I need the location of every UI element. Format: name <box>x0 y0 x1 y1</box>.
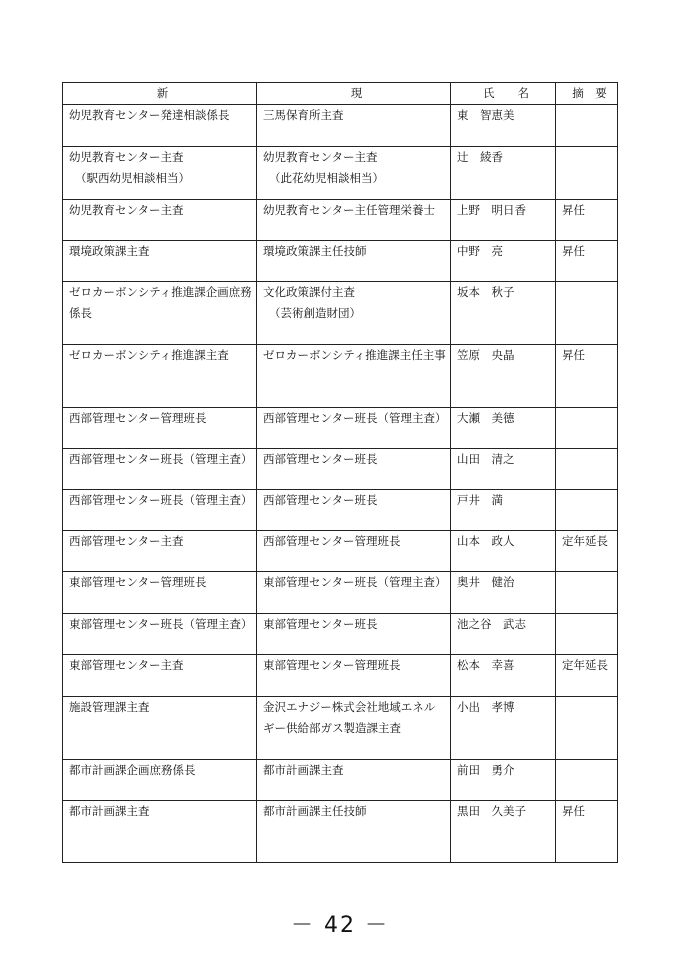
cell-note-text: 昇任 <box>562 244 585 258</box>
cell-name-text: 戸井 満 <box>457 493 503 507</box>
cell-current-post-text: ゼロカーボンシティ推進課主任主事 <box>263 348 446 362</box>
personnel-table-wrapper <box>62 82 617 863</box>
cell-current-post-subtext: （芸術創造財団） <box>269 306 361 320</box>
cell-new-post <box>63 655 257 697</box>
cell-new-post-text: 東部管理センター管理班長 <box>69 575 207 589</box>
cell-note <box>556 531 618 572</box>
cell-note-text: 昇任 <box>562 203 585 217</box>
header-new: 新 <box>63 83 257 105</box>
cell-new-post-text: 西部管理センター主査 <box>69 534 184 548</box>
table-row <box>63 697 618 760</box>
cell-current-post <box>257 449 451 490</box>
table-row <box>63 760 618 801</box>
cell-current-post-text: 幼児教育センター主任管理栄養士 <box>263 203 436 217</box>
cell-new-post <box>63 147 257 200</box>
header-name: 氏 名 <box>451 83 556 105</box>
cell-new-post <box>63 282 257 345</box>
cell-name-text: 中野 亮 <box>457 244 503 258</box>
cell-new-post <box>63 408 257 449</box>
cell-current-post <box>257 105 451 147</box>
cell-new-post-text: 幼児教育センター発達相談係長 <box>69 108 230 122</box>
cell-note <box>556 147 618 200</box>
cell-current-post-text: 西部管理センター管理班長 <box>263 534 401 548</box>
table-row <box>63 241 618 282</box>
table-row <box>63 147 618 200</box>
cell-new-post-text: 幼児教育センター主査 <box>69 203 184 217</box>
cell-current-post-text: 東部管理センター管理班長 <box>263 658 401 672</box>
cell-note-text: 昇任 <box>562 348 585 362</box>
cell-name-text: 黒田 久美子 <box>457 804 526 818</box>
cell-name <box>451 697 556 760</box>
cell-name <box>451 449 556 490</box>
cell-name <box>451 760 556 801</box>
cell-current-post-text: 環境政策課主任技師 <box>263 244 367 258</box>
cell-note <box>556 105 618 147</box>
cell-current-post <box>257 490 451 531</box>
cell-name-text: 山本 政人 <box>457 534 515 548</box>
cell-new-post <box>63 200 257 241</box>
cell-current-post <box>257 760 451 801</box>
cell-current-post-subtext: （此花幼児相談相当） <box>269 171 384 185</box>
cell-note <box>556 490 618 531</box>
cell-note-text: 定年延長 <box>562 534 608 548</box>
table-row <box>63 490 618 531</box>
cell-new-post <box>63 801 257 863</box>
cell-note <box>556 614 618 655</box>
table-row <box>63 408 618 449</box>
cell-note <box>556 572 618 614</box>
table-header-row <box>63 83 618 105</box>
cell-current-post-text: 都市計画課主査 <box>263 763 344 777</box>
cell-current-post-text: 西部管理センター班長（管理主査） <box>263 411 447 425</box>
cell-name-text: 池之谷 武志 <box>457 617 526 631</box>
cell-name-text: 小出 孝博 <box>457 700 515 714</box>
page-number: － 42 － <box>291 913 389 938</box>
cell-current-post <box>257 572 451 614</box>
cell-note-text: 昇任 <box>562 804 585 818</box>
cell-current-post-text: 西部管理センター班長 <box>263 452 378 466</box>
cell-new-post <box>63 614 257 655</box>
table-row <box>63 614 618 655</box>
cell-new-post-text: ゼロカーボンシティ推進課企画庶務係長 <box>69 285 252 320</box>
cell-current-post-text: 東部管理センター班長（管理主査） <box>263 575 447 589</box>
table-row <box>63 801 618 863</box>
cell-new-post-text: 都市計画課企画庶務係長 <box>69 763 196 777</box>
cell-new-post-subtext: （駅西幼児相談相当） <box>75 171 190 185</box>
cell-name-text: 坂本 秋子 <box>457 285 515 299</box>
cell-new-post <box>63 449 257 490</box>
cell-name-text: 笠原 央晶 <box>457 348 515 362</box>
table-row <box>63 572 618 614</box>
cell-name-text: 奥井 健治 <box>457 575 515 589</box>
cell-note <box>556 449 618 490</box>
table-row <box>63 282 618 345</box>
cell-current-post <box>257 614 451 655</box>
cell-new-post-text: 幼児教育センター主査 <box>69 150 184 164</box>
table-row <box>63 655 618 697</box>
table-row <box>63 531 618 572</box>
cell-name <box>451 655 556 697</box>
cell-note <box>556 655 618 697</box>
cell-current-post <box>257 697 451 760</box>
cell-new-post <box>63 760 257 801</box>
cell-name <box>451 241 556 282</box>
cell-note <box>556 200 618 241</box>
table-row <box>63 345 618 408</box>
cell-current-post-text: 都市計画課主任技師 <box>263 804 367 818</box>
cell-new-post-text: 施設管理課主査 <box>69 700 150 714</box>
cell-new-post <box>63 490 257 531</box>
cell-name-text: 上野 明日香 <box>457 203 526 217</box>
cell-name <box>451 572 556 614</box>
cell-new-post-text: ゼロカーボンシティ推進課主査 <box>69 348 229 362</box>
cell-new-post-text: 東部管理センター主査 <box>69 658 184 672</box>
cell-note <box>556 697 618 760</box>
cell-new-post-text: 西部管理センター管理班長 <box>69 411 207 425</box>
cell-new-post <box>63 241 257 282</box>
cell-note <box>556 345 618 408</box>
cell-note <box>556 760 618 801</box>
cell-current-post-text: 幼児教育センター主査 <box>263 150 378 164</box>
cell-name <box>451 147 556 200</box>
table-row <box>63 200 618 241</box>
table-row <box>63 449 618 490</box>
cell-new-post-text: 都市計画課主査 <box>69 804 150 818</box>
cell-name <box>451 408 556 449</box>
cell-note <box>556 282 618 345</box>
cell-new-post <box>63 531 257 572</box>
cell-current-post <box>257 655 451 697</box>
table-body <box>63 105 618 863</box>
cell-current-post <box>257 531 451 572</box>
cell-name-text: 前田 勇介 <box>457 763 515 777</box>
cell-name <box>451 490 556 531</box>
cell-new-post <box>63 572 257 614</box>
cell-name-text: 松本 幸喜 <box>457 658 515 672</box>
cell-name <box>451 614 556 655</box>
cell-name <box>451 105 556 147</box>
cell-new-post <box>63 105 257 147</box>
cell-name <box>451 345 556 408</box>
cell-current-post-text: 文化政策課付主査 <box>263 285 355 299</box>
cell-new-post <box>63 345 257 408</box>
cell-current-post <box>257 282 451 345</box>
cell-name <box>451 531 556 572</box>
cell-current-post <box>257 147 451 200</box>
cell-name <box>451 282 556 345</box>
cell-current-post <box>257 345 451 408</box>
cell-note <box>556 408 618 449</box>
cell-current-post-text: 三馬保育所主査 <box>263 108 344 122</box>
cell-name-text: 東 智恵美 <box>457 108 515 122</box>
cell-new-post-text: 環境政策課主査 <box>69 244 150 258</box>
cell-current-post <box>257 200 451 241</box>
cell-name-text: 山田 清之 <box>457 452 515 466</box>
cell-new-post <box>63 697 257 760</box>
cell-note <box>556 241 618 282</box>
cell-current-post-text: 東部管理センター班長 <box>263 617 378 631</box>
cell-name-text: 辻 綾香 <box>457 150 503 164</box>
cell-name <box>451 200 556 241</box>
cell-name-text: 大瀬 美德 <box>457 411 515 425</box>
cell-new-post-text: 西部管理センター班長（管理主査） <box>69 493 253 507</box>
cell-current-post <box>257 801 451 863</box>
cell-current-post-text: 西部管理センター班長 <box>263 493 378 507</box>
table-row <box>63 105 618 147</box>
cell-new-post-text: 東部管理センター班長（管理主査） <box>69 617 253 631</box>
cell-name <box>451 801 556 863</box>
personnel-table <box>62 82 618 863</box>
cell-note-text: 定年延長 <box>562 658 608 672</box>
header-current: 現 <box>257 83 451 105</box>
cell-current-post <box>257 241 451 282</box>
header-note: 摘 要 <box>556 83 618 105</box>
cell-current-post <box>257 408 451 449</box>
cell-current-post-text: 金沢エナジー株式会社地域エネルギー供給部ガス製造課主査 <box>263 700 436 735</box>
cell-note <box>556 801 618 863</box>
cell-new-post-text: 西部管理センター班長（管理主査） <box>69 452 253 466</box>
